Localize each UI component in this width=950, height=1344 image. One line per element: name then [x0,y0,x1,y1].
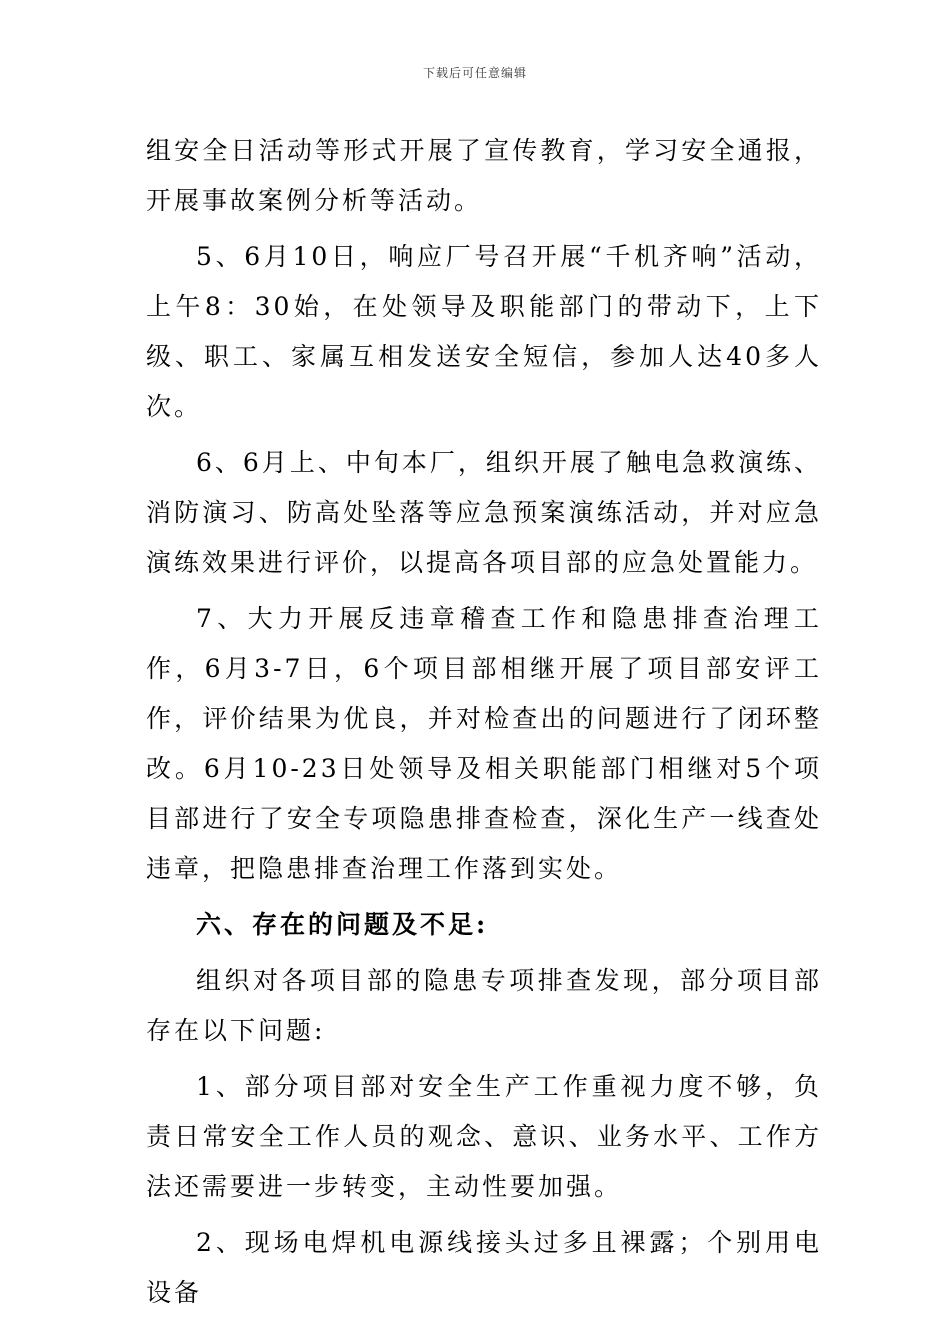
page-header: 下载后可任意编辑 [422,66,527,80]
paragraph-problem-1: 1、部分项目部对安全生产工作重视力度不够，负责日常安全工作人员的观念、意识、业务水平、工作方法还需要进一步转变，主动性要加强。 [146,1072,822,1201]
paragraph-item-5: 5、6月10日，响应厂号召开展“千机齐响”活动，上午8：30始，在处领导及职能部门的带动下，上下级、职工、家属互相发送安全短信，参加人达40多人次。 [146,242,822,421]
paragraph-section-intro: 组织对各项目部的隐患专项排查发现，部分项目部存在以下问题: [146,966,822,1045]
document-body [146,126,822,1324]
paragraph-problem-2: 2、现场电焊机电源线接头过多且裸露；个别用电设备 [146,1228,822,1307]
section-heading-problems: 六、存在的问题及不足: [196,910,489,939]
paragraph-continuation: 组安全日活动等形式开展了宣传教育，学习安全通报，开展事故案例分析等活动。 [146,136,822,215]
paragraph-item-6: 6、6月上、中旬本厂，组织开展了触电急救演练、消防演习、防高处坠落等应急预案演练活动，并对应急演练效果进行评价，以提高各项目部的应急处置能力。 [146,448,822,577]
paragraph-item-7: 7、大力开展反违章稽查工作和隐患排查治理工作，6月3-7日，6个项目部相继开展了项目部安评工作，评价结果为优良，并对检查出的问题进行了闭环整改。6月10-23日处领导及相关职能部门相继对5个项目部进行了安全专项隐患排查检查，深化生产一线查处违章，把隐患排查治理工作落到实处。 [146,604,822,883]
